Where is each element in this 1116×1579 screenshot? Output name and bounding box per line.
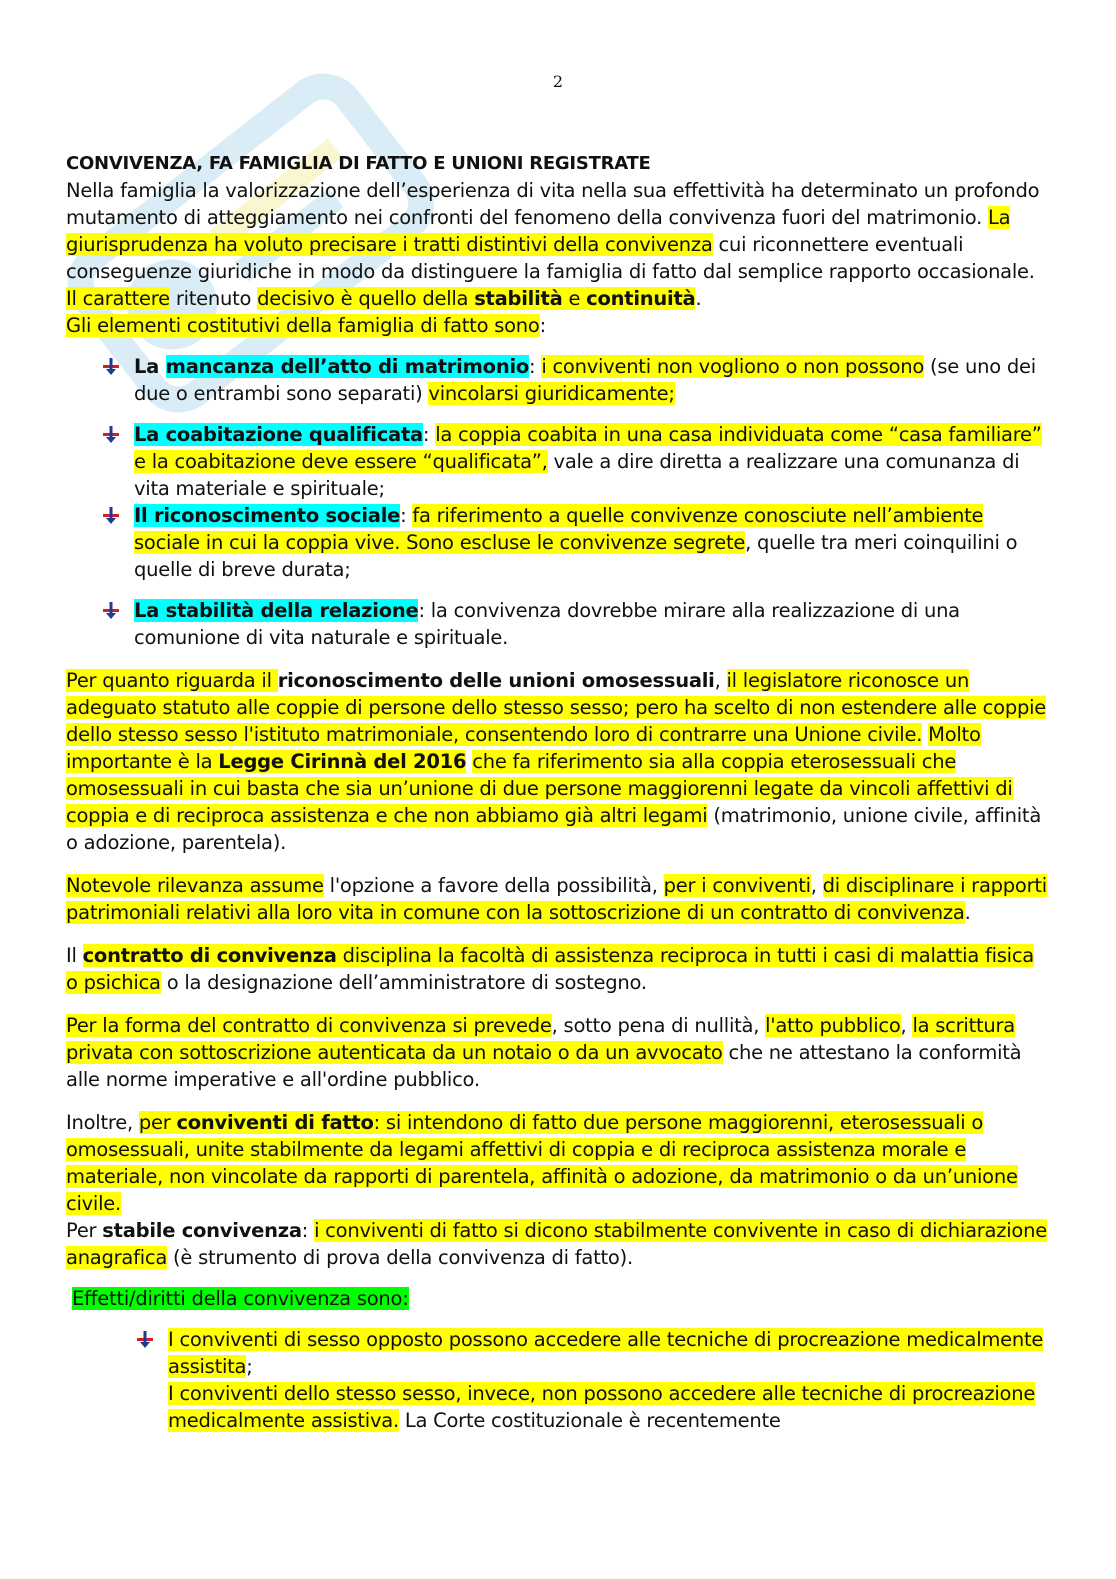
forma-paragraph: Per la forma del contratto di convivenza si prevede, sotto pena di nullità, l'atto pubblico, la scrittura privata con sottoscrizione autenticata da un notaio o da un avvocato che ne attestano la conformità alle norme imperative e all'ordine pubblico. — [66, 1014, 1022, 1091]
elements-list — [66, 353, 1051, 651]
omosessuali-paragraph: Per quanto riguarda il riconoscimento delle unioni omosessuali, il legislatore riconosce un adeguato statuto alle coppie di persone dello stesso sesso; pero ha scelto di non estendere alle coppie dello stesso sesso l'istituto matrimoniale, consentendo loro di contrarre una Unione civile. Molto importante è la Legge Cirinnà del 2016 che fa riferimento sia alla coppia eterosessuali che omosessuali in cui basta che sia un’unione di due persone maggiorenni legate da vincoli affettivi di coppia e di reciproca assistenza e che non abbiamo già altri legami (matrimonio, unione civile, affinità o adozione, parentela). — [66, 669, 1046, 854]
list-item: La mancanza dell’atto di matrimonio: i conviventi non vogliono o non possono (se uno dei due o entrambi sono separati) vincolarsi giuridicamente; — [66, 353, 1051, 407]
list-item: La coabitazione qualificata: la coppia coabita in una casa individuata come “casa familiare” e la coabitazione deve essere “qualificata”, vale a dire diretta a realizzare una comunanza di vita materiale e spirituale; — [66, 421, 1051, 502]
contratto-paragraph: Il contratto di convivenza disciplina la facoltà di assistenza reciproca in tutti i casi di malattia fisica o psichica o la designazione dell’amministratore di sostegno. — [66, 944, 1035, 994]
arrow-down-icon — [102, 358, 120, 376]
intro-paragraph: Nella famiglia la valorizzazione dell’esperienza di vita nella sua effettività ha determinato un profondo mutamento di atteggiamento nei confronti del fenomeno della convivenza fuori del matrimonio. La giurisprudenza ha voluto precisare i tratti distintivi della convivenza cui riconnettere eventuali conseguenze giuridiche in modo da distinguere la famiglia di fatto dal semplice rapporto occasionale. Il carattere ritenuto decisivo è quello della stabilità e continuità. Gli elementi costitutivi della famiglia di fatto sono: — [66, 179, 1040, 337]
effetti-list — [66, 1326, 1051, 1434]
elements-intro: Gli elementi costitutivi della famiglia di fatto sono — [66, 314, 540, 337]
rilevanza-paragraph: Notevole rilevanza assume l'opzione a favore della possibilità, per i conviventi, di disciplinare i rapporti patrimoniali relativi alla loro vita in comune con la sottoscrizione di un contratto di convivenza. — [66, 874, 1047, 924]
arrow-down-icon — [102, 602, 120, 620]
list-item: Il riconoscimento sociale: fa riferimento a quelle convivenze conosciute nell’ambiente sociale in cui la coppia vive. Sono escluse le convivenze segrete, quelle tra meri coinquilini o quelle di breve durata; — [66, 502, 1051, 583]
conviventi-paragraph: Inoltre, per conviventi di fatto: si intendono di fatto due persone maggiorenni, eterosessuali o omosessuali, unite stabilmente da legami affettivi di coppia e di reciproca assistenza morale e materiale, non vincolate da rapporti di parentela, affinità o adozione, da matrimonio o da un’unione civile. Per stabile convivenza: i conviventi di fatto si dicono stabilmente convivente in caso di dichiarazione anagrafica (è strumento di prova della convivenza di fatto). — [66, 1111, 1047, 1269]
arrow-down-icon — [102, 426, 120, 444]
list-item: La stabilità della relazione: la convivenza dovrebbe mirare alla realizzazione di una comunione di vita naturale e spirituale. — [66, 597, 1051, 651]
document-body — [66, 150, 1051, 1434]
section-title: CONVIVENZA, FA FAMIGLIA DI FATTO E UNIONI REGISTRATE — [66, 153, 651, 174]
effetti-heading: Effetti/diritti della convivenza sono: — [72, 1287, 409, 1310]
page-number: 2 — [552, 72, 564, 91]
arrow-down-icon — [136, 1331, 154, 1349]
list-item: I conviventi di sesso opposto possono accedere alle tecniche di procreazione medicalmente assistita; I conviventi dello stesso sesso, invece, non possono accedere alle tecniche di procreazione medicalmente assistiva. La Corte costituzionale è recentemente — [66, 1326, 1051, 1434]
arrow-down-icon — [102, 507, 120, 525]
